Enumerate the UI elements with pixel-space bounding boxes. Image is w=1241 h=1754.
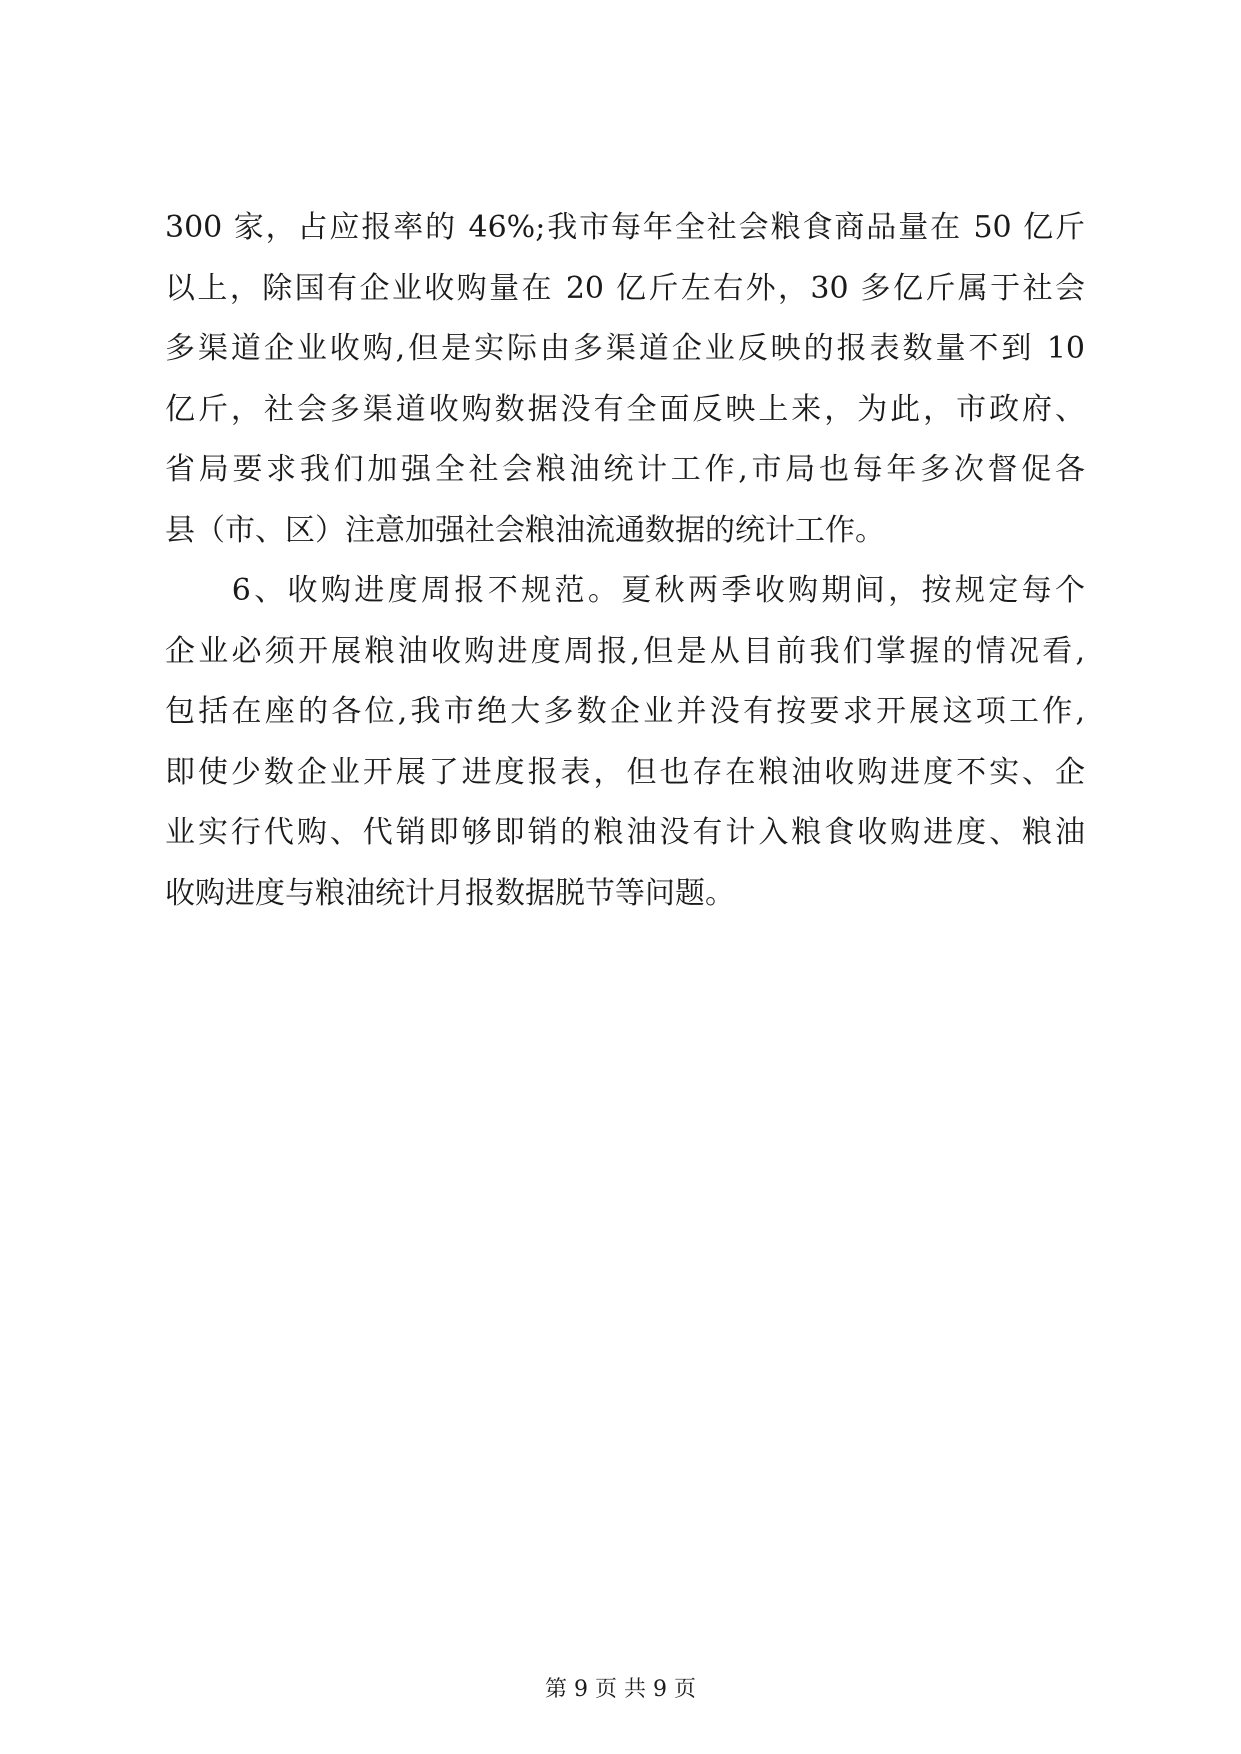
text-line: 业实行代购、代销即够即销的粮油没有计入粮食收购进度、粮油 [165,815,1085,850]
text-line: 6、收购进度周报不规范。夏秋两季收购期间，按规定每个 [165,573,1085,608]
page-footer: 第 9 页 共 9 页 [545,1677,696,1702]
text-line: 包括在座的各位,我市绝大多数企业并没有按要求开展这项工作, [165,694,1085,729]
text-line: 亿斤，社会多渠道收购数据没有全面反映上来，为此，市政府、 [165,391,1085,427]
text-line: 以上，除国有企业收购量在 20 亿斤左右外，30 多亿斤属于社会 [165,270,1085,306]
text-line: 多渠道企业收购,但是实际由多渠道企业反映的报表数量不到 10 [165,331,1085,366]
body-text [165,198,1085,924]
text-line: 收购进度与粮油统计月报数据脱节等问题。 [165,875,735,911]
text-line: 企业必须开展粮油收购进度周报,但是从目前我们掌握的情况看, [165,633,1085,669]
text-line: 即使少数企业开展了进度报表，但也存在粮油收购进度不实、企 [165,754,1085,790]
text-line: 300 家，占应报率的 46%;我市每年全社会粮食商品量在 50 亿斤 [165,210,1085,245]
text-line: 省局要求我们加强全社会粮油统计工作,市局也每年多次督促各 [165,452,1085,487]
text-line: 县（市、区）注意加强社会粮油流通数据的统计工作。 [165,512,885,548]
